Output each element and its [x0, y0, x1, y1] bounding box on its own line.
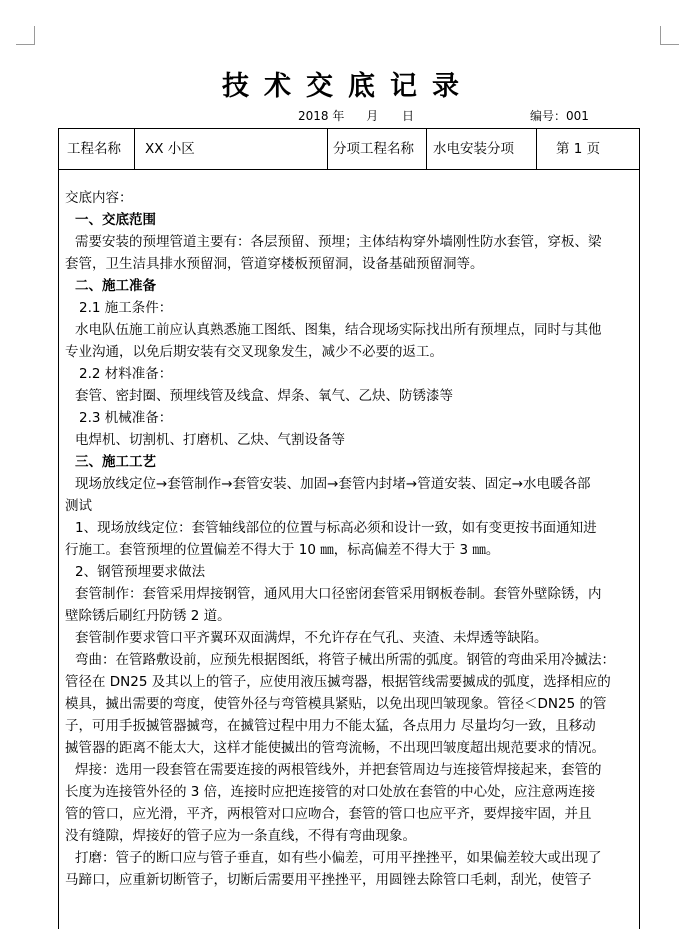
content-line: 测试	[65, 498, 92, 514]
page-corner-mark-top-right	[660, 26, 679, 45]
content-line: 套管制作：套管采用焊接钢管，通风用大口径密闭套管采用钢板卷制。套管外壁除锈，内	[75, 586, 602, 602]
date-line	[298, 107, 414, 124]
project-name-label: 工程名称	[67, 141, 121, 157]
content-line: 套管、密封圈、预埋线管及线盒、焊条、氧气、乙炔、防锈漆等	[75, 388, 453, 404]
disclosure-content	[65, 187, 635, 891]
date-year: 2018 年	[298, 109, 345, 123]
serial-number: 编号：001	[530, 109, 589, 123]
content-line: 专业沟通，以免后期安装有交叉现象发生，减少不必要的返工。	[65, 344, 443, 360]
content-line: 焊接：选用一段套管在需要连接的两根管线外，并把套管周边与连接管焊接起来，套管的	[75, 762, 602, 778]
document-title: 技术交底记录	[222, 71, 474, 102]
content-line: 2.3 机械准备：	[79, 410, 173, 426]
content-line: 1、现场放线定位：套管轴线部位的位置与标高必须和设计一致，如有变更按书面通知进	[75, 520, 597, 536]
content-line: 模具，揻出需要的弯度，使管外径与弯管模具紧贴，以免出现凹皱现象。管径＜DN25 的管	[65, 696, 607, 712]
page-number: 第 1 页	[556, 141, 601, 157]
header-divider	[327, 129, 328, 169]
content-line: 交底内容：	[65, 190, 133, 206]
sub-project-label: 分项工程名称	[333, 141, 414, 157]
project-name-value: XX 小区	[145, 141, 195, 157]
header-divider	[536, 129, 537, 169]
content-line: 现场放线定位→套管制作→套管安装、加固→套管内封堵→管道安装、固定→水电暖各部	[75, 476, 591, 492]
content-line: 2、钢管预埋要求做法	[75, 564, 206, 580]
page-corner-mark-top-left	[16, 26, 35, 45]
header-row	[59, 129, 639, 170]
content-line: 行施工。套管预埋的位置偏差不得大于 10 ㎜，标高偏差不得大于 3 ㎜。	[65, 542, 500, 558]
content-line: 马蹄口，应重新切断管子，切断后需要用平挫挫平，用圆锉去除管口毛刺，刮光，使管子	[65, 872, 592, 888]
content-line: 套管，卫生洁具排水预留洞，管道穿楼板预留洞，设备基础预留洞等。	[65, 256, 484, 272]
content-line: 2.2 材料准备：	[79, 366, 173, 382]
content-line: 长度为连接管外径的 3 倍，连接时应把连接管的对口处放在套管的中心处，应注意两连接	[65, 784, 596, 800]
content-line: 子，可用手扳揻管器揻弯，在揻管过程中用力不能太猛，各点用力 尽量均匀一致，且移动	[65, 718, 596, 734]
content-line: 2.1 施工条件：	[79, 300, 173, 316]
content-line: 需要安装的预埋管道主要有：各层预留、预埋；主体结构穿外墙刚性防水套管，穿板、梁	[75, 234, 602, 250]
content-line: 管的管口，应光滑，平齐，两根管对口应吻合，套管的管口也应平齐，要焊接牢固，并且	[65, 806, 592, 822]
content-line: 弯曲：在管路敷设前，应预先根据图纸，将管子械出所需的弧度。钢管的弯曲采用冷揻法：	[75, 652, 615, 668]
content-line: 水电队伍施工前应认真熟悉施工图纸、图集，结合现场实际找出所有预埋点，同时与其他	[75, 322, 602, 338]
header-divider	[134, 129, 135, 169]
record-table	[58, 128, 640, 929]
header-divider	[426, 129, 427, 169]
content-line: 揻管器的距离不能太大，这样才能使揻出的管弯流畅，不出现凹皱度超出规范要求的情况。	[65, 740, 605, 756]
content-line: 打磨：管子的断口应与管子垂直，如有些小偏差，可用平挫挫平，如果偏差较大或出现了	[75, 850, 602, 866]
content-line: 管径在 DN25 及其以上的管子，应使用液压揻弯器，根据管线需要揻成的弧度，选择相应的	[65, 674, 611, 690]
date-day: 日	[402, 109, 415, 123]
section-heading: 三、施工工艺	[75, 454, 156, 470]
content-line: 套管制作要求管口平齐翼环双面满焊，不允许存在气孔、夹渣、未焊透等缺陷。	[75, 630, 548, 646]
section-heading: 一、交底范围	[75, 212, 156, 228]
section-heading: 二、施工准备	[75, 278, 156, 294]
content-line: 壁除锈后刷红丹防锈 2 道。	[65, 608, 231, 624]
sub-project-value: 水电安装分项	[433, 141, 514, 157]
content-line: 没有缝隙，焊接好的管子应为一条直线，不得有弯曲现象。	[65, 828, 416, 844]
content-line: 电焊机、切割机、打磨机、乙炔、气割设备等	[75, 432, 345, 448]
date-month: 月	[366, 109, 379, 123]
